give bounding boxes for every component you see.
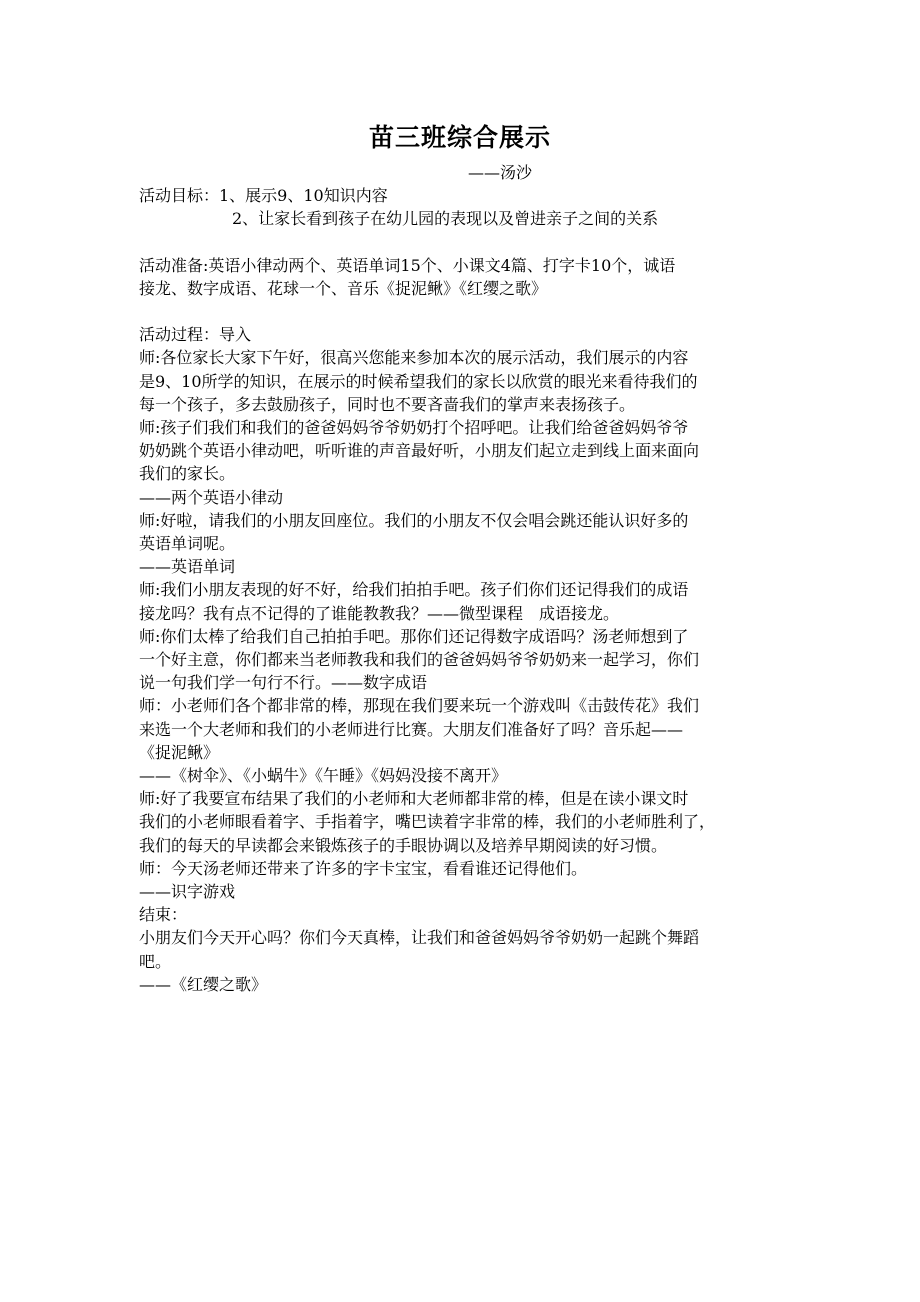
text-line: ——识字游戏 (139, 882, 236, 902)
text-line: 师:各位家长大家下午好，很高兴您能来参加本次的展示活动，我们展示的内容 (139, 348, 689, 368)
blank-line (139, 300, 784, 323)
text-line: 一个好主意，你们都来当老师教我和我们的爸爸妈妈爷爷奶奶来一起学习，你们 (139, 650, 700, 670)
text-line: ——《树伞》、《小蜗牛》《午睡》《妈妈没接不离开》 (139, 766, 508, 786)
text-line: 《捉泥鳅》 (139, 742, 220, 762)
text-line: 我们的家长。 (139, 464, 236, 484)
text-line: 活动准备:英语小律动两个、英语单词15个、小课文4篇、打字卡10个，诚语 (139, 255, 676, 275)
text-line: 小朋友们今天开心吗？你们今天真棒，让我们和爸爸妈妈爷爷奶奶一起跳个舞蹈 (139, 928, 700, 948)
text-line: 接龙吗？我有点不记得的了谁能教教我？——微型课程 成语接龙。 (139, 603, 620, 623)
text-line: 每一个孩子，多去鼓励孩子，同时也不要吝啬我们的掌声来表扬孩子。 (139, 394, 636, 414)
text-line: 吧。 (139, 951, 172, 971)
text-line: 接龙、数字成语、花球一个、音乐《捉泥鳅》《红缨之歌》 (139, 278, 548, 298)
text-line: 师:好啦，请我们的小朋友回座位。我们的小朋友不仅会唱会跳还能认识好多的 (139, 510, 689, 530)
text-line: 师：小老师们各个都非常的棒，那现在我们要来玩一个游戏叫《击鼓传花》我们 (139, 696, 700, 716)
text-line: 师:你们太棒了给我们自己拍拍手吧。那你们还记得数字成语吗？汤老师想到了 (139, 626, 689, 646)
text-line: 2、让家长看到孩子在幼儿园的表现以及曾进亲子之间的关系 (232, 209, 659, 229)
text-line: ——《红缨之歌》 (139, 974, 268, 994)
blank-line (139, 230, 784, 253)
text-line: 说一句我们学一句行不行。——数字成语 (139, 673, 428, 693)
text-line: 活动目标：1、展示9、10知识内容 (139, 186, 388, 205)
document-body (139, 184, 784, 996)
text-line: 师:我们小朋友表现的好不好，给我们拍拍手吧。孩子们你们还记得我们的成语 (139, 580, 689, 600)
text-line: 师：今天汤老师还带来了许多的字卡宝宝，看看谁还记得他们。 (139, 858, 588, 878)
text-line: ——两个英语小律动 (139, 487, 284, 507)
text-line: 我们的小老师眼看着字、手指着字，嘴巴读着字非常的棒，我们的小老师胜利了， (139, 812, 716, 832)
text-line: 我们的每天的早读都会来锻炼孩子的手眼协调以及培养早期阅读的好习惯。 (139, 835, 668, 855)
text-line: 是9、10所学的知识，在展示的时候希望我们的家长以欣赏的眼光来看待我们的 (139, 371, 698, 391)
text-line: ——英语单词 (139, 557, 236, 577)
author-line: ——汤沙 (468, 163, 533, 182)
text-line: 奶奶跳个英语小律动吧，听听谁的声音最好听，小朋友们起立走到线上面来面向 (139, 441, 700, 461)
text-line: 英语单词呢。 (139, 534, 236, 554)
text-line: 活动过程：导入 (139, 325, 252, 345)
text-line: 来选一个大老师和我们的小老师进行比赛。大朋友们准备好了吗？音乐起—— (139, 719, 684, 739)
page-title: 苗三班综合展示 (368, 123, 551, 152)
text-line: 师:孩子们我们和我们的爸爸妈妈爷爷奶奶打个招呼吧。让我们给爸爸妈妈爷爷 (139, 418, 689, 437)
text-line: 结束： (139, 905, 188, 925)
text-line: 师:好了我要宣布结果了我们的小老师和大老师都非常的棒，但是在读小课文时 (139, 789, 689, 809)
